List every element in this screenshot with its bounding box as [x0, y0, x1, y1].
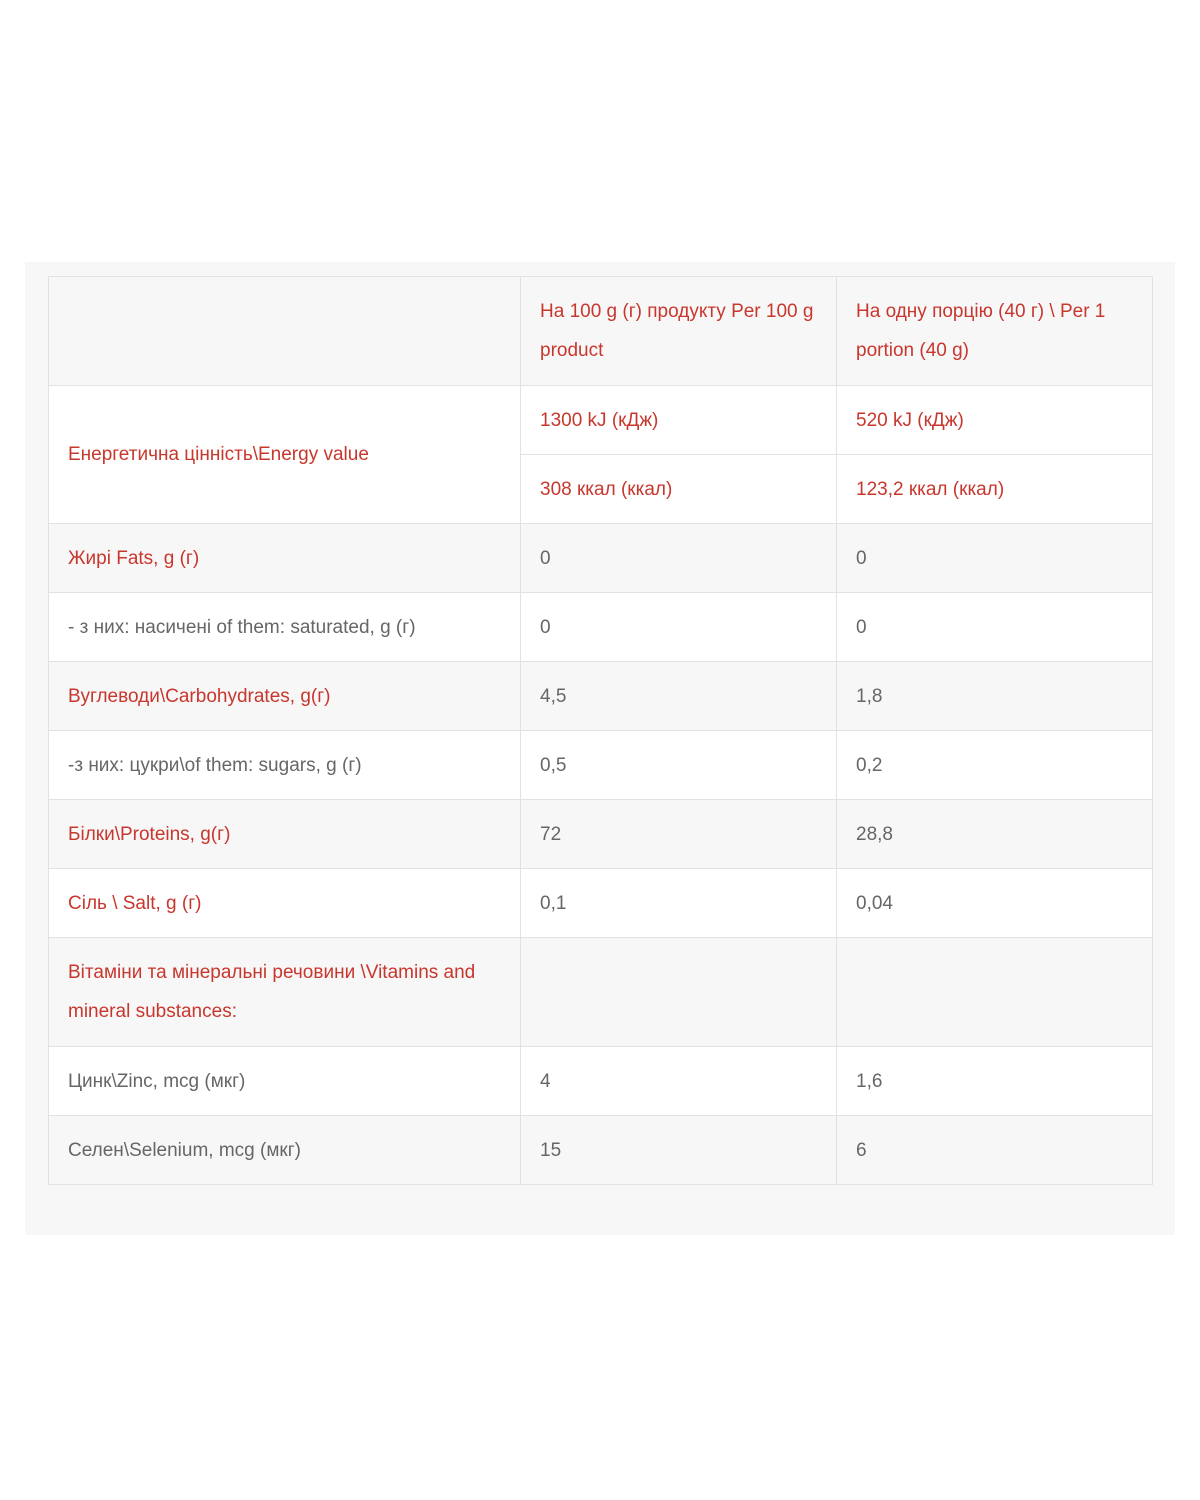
salt-per-100g: 0,1 [521, 869, 837, 938]
table-row-energy-kj [49, 386, 1153, 455]
table-row-zinc [49, 1047, 1153, 1116]
proteins-label: Білки\Proteins, g(г) [49, 800, 521, 869]
saturated-per-portion: 0 [837, 593, 1153, 662]
fats-per-portion: 0 [837, 524, 1153, 593]
zinc-label: Цинк\Zinc, mcg (мкг) [49, 1047, 521, 1116]
saturated-label: - з них: насичені of them: saturated, g (г) [49, 593, 521, 662]
carbohydrates-per-portion: 1,8 [837, 662, 1153, 731]
table-row-saturated [49, 593, 1153, 662]
nutrition-facts-table [48, 276, 1153, 1185]
zinc-per-100g: 4 [521, 1047, 837, 1116]
table-row-fats [49, 524, 1153, 593]
header-per-100g: На 100 g (г) продукту Per 100 g product [521, 277, 837, 386]
table-row-proteins [49, 800, 1153, 869]
salt-per-portion: 0,04 [837, 869, 1153, 938]
table-row-carbohydrates [49, 662, 1153, 731]
fats-label: Жирі Fats, g (г) [49, 524, 521, 593]
vitamins-empty-cell [837, 938, 1153, 1047]
energy-kcal-per-portion: 123,2 ккал (ккал) [837, 455, 1153, 524]
vitamins-empty-cell [521, 938, 837, 1047]
table-row-selenium [49, 1116, 1153, 1185]
sugars-per-100g: 0,5 [521, 731, 837, 800]
selenium-label: Селен\Selenium, mcg (мкг) [49, 1116, 521, 1185]
header-empty-cell [49, 277, 521, 386]
selenium-per-100g: 15 [521, 1116, 837, 1185]
header-per-portion: На одну порцію (40 г) \ Per 1 portion (40 g) [837, 277, 1153, 386]
proteins-per-portion: 28,8 [837, 800, 1153, 869]
carbohydrates-per-100g: 4,5 [521, 662, 837, 731]
sugars-per-portion: 0,2 [837, 731, 1153, 800]
table-row-vitamins-heading [49, 938, 1153, 1047]
energy-kj-per-portion: 520 kJ (кДж) [837, 386, 1153, 455]
energy-kj-per-100g: 1300 kJ (кДж) [521, 386, 837, 455]
carbohydrates-label: Вуглеводи\Carbohydrates, g(г) [49, 662, 521, 731]
vitamins-label: Вітаміни та мінеральні речовини \Vitamins and mineral substances: [49, 938, 521, 1047]
table-row-sugars [49, 731, 1153, 800]
sugars-label: -з них: цукри\of them: sugars, g (г) [49, 731, 521, 800]
saturated-per-100g: 0 [521, 593, 837, 662]
energy-kcal-per-100g: 308 ккал (ккал) [521, 455, 837, 524]
fats-per-100g: 0 [521, 524, 837, 593]
selenium-per-portion: 6 [837, 1116, 1153, 1185]
table-row-salt [49, 869, 1153, 938]
zinc-per-portion: 1,6 [837, 1047, 1153, 1116]
proteins-per-100g: 72 [521, 800, 837, 869]
table-header-row [49, 277, 1153, 386]
salt-label: Сіль \ Salt, g (г) [49, 869, 521, 938]
energy-label: Енергетична цінність\Energy value [49, 386, 521, 524]
